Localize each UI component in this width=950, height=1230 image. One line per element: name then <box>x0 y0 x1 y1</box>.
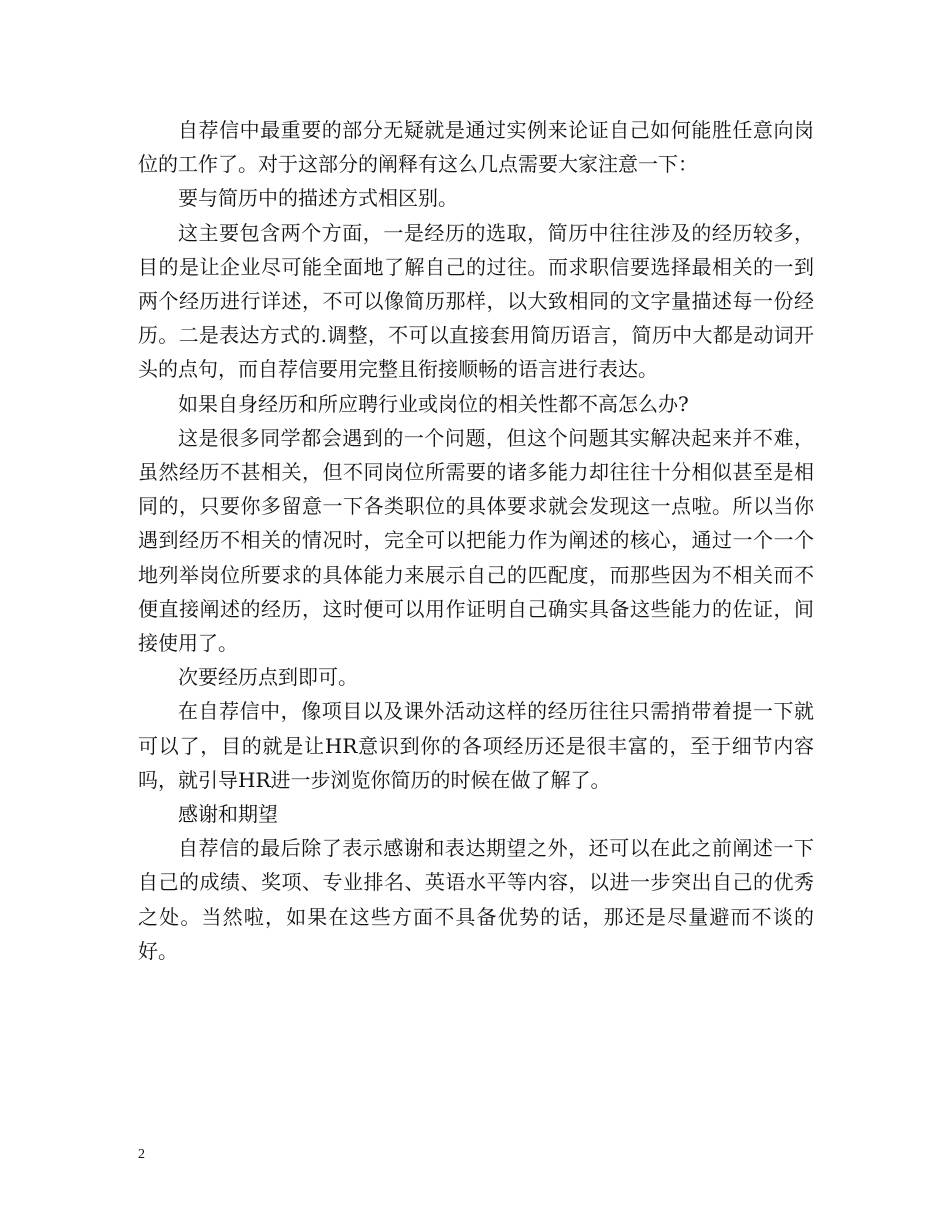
paragraph-6: 次要经历点到即可。 <box>178 665 358 690</box>
paragraph-4: 如果自身经历和所应聘行业或岗位的相关性都不高怎么办? <box>178 391 689 416</box>
paragraph-3: 这主要包含两个方面，一是经历的选取，简历中往往涉及的经历较多，目的是让企业尽可能全面地了解自己的过往。而求职信要选择最相关的一到两个经历进行详述，不可以像简历那样，以大致相同的文字量描述每一份经历。二是表达方式的.调整，不可以直接套用简历语言，简历中大都是动词开头的点句，而自荐信要用完整且衔接顺畅的语言进行表达。 <box>138 220 814 382</box>
paragraph-7: 在自荐信中，像项目以及课外活动这样的经历往往只需捎带着提一下就可以了，目的就是让HR意识到你的各项经历还是很丰富的，至于细节内容吗，就引导HR进一步浏览你简历的时候在做了解了。 <box>138 699 814 792</box>
paragraph-5: 这是很多同学都会遇到的一个问题，但这个问题其实解决起来并不难，虽然经历不甚相关，但不同岗位所需要的诸多能力却往往十分相似甚至是相同的，只要你多留意一下各类职位的具体要求就会发现这一点啦。所以当你遇到经历不相关的情况时，完全可以把能力作为阐述的核心，通过一个一个地列举岗位所要求的具体能力来展示自己的匹配度，而那些因为不相关而不便直接阐述的经历，这时便可以用作证明自己确实具备这些能力的佐证，间接使用了。 <box>138 425 814 656</box>
paragraph-8: 感谢和期望 <box>178 802 278 827</box>
document-body <box>138 113 814 968</box>
paragraph-2: 要与简历中的描述方式相区别。 <box>178 186 458 211</box>
paragraph-1: 自荐信中最重要的部分无疑就是通过实例来论证自己如何能胜任意向岗位的工作了。对于这部分的阐释有这么几点需要大家注意一下： <box>138 118 814 177</box>
page-number: 2 <box>138 1147 145 1162</box>
paragraph-9: 自荐信的最后除了表示感谢和表达期望之外，还可以在此之前阐述一下自己的成绩、奖项、专业排名、英语水平等内容，以进一步突出自己的优秀之处。当然啦，如果在这些方面不具备优势的话，那还是尽量避而不谈的好。 <box>138 836 814 963</box>
